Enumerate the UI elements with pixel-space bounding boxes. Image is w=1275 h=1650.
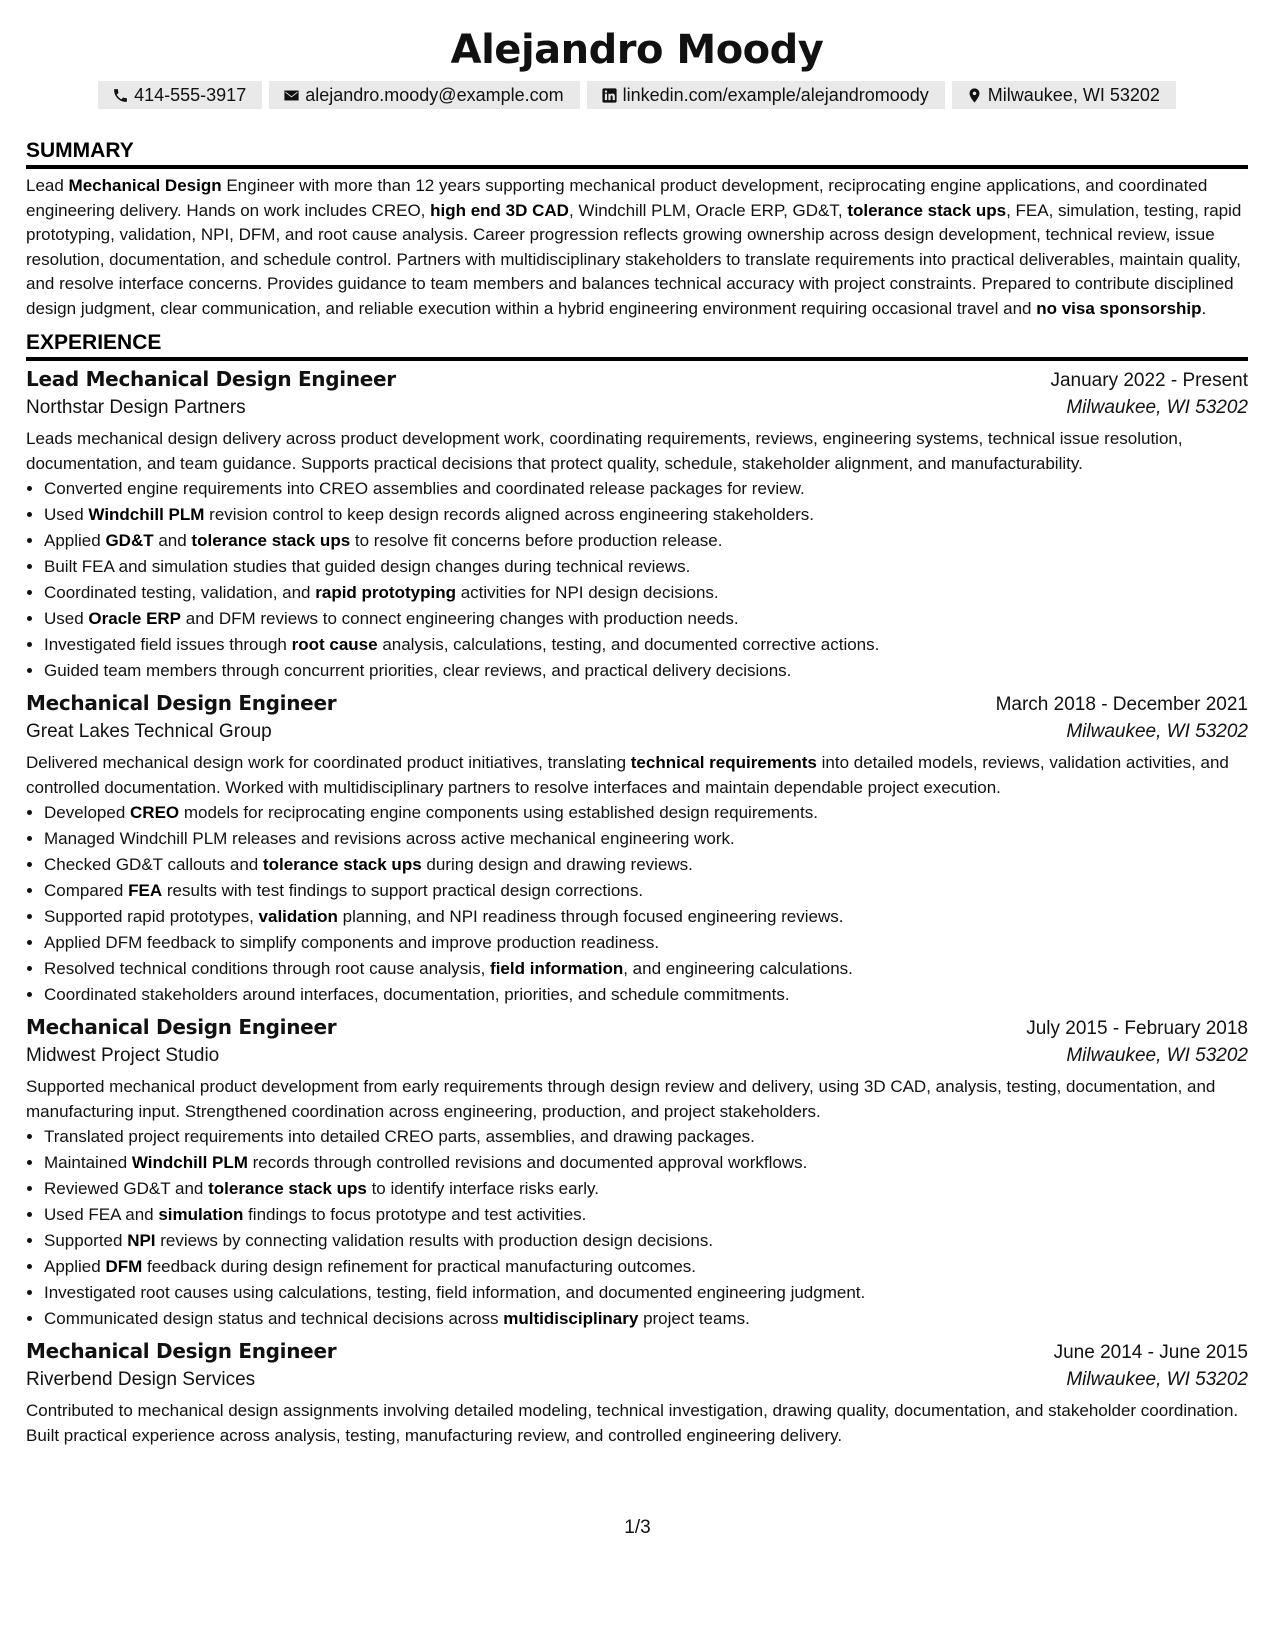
bullet-item: • Investigated field issues through root cause analysis, calculations, testing, and documented corrective actions.	[44, 632, 1248, 658]
job-entry	[26, 691, 1248, 1008]
emphasis-text: Windchill PLM	[131, 1153, 248, 1172]
emphasis-text: tolerance stack ups	[191, 531, 351, 550]
bullet-item: • Used Oracle ERP and DFM reviews to connect engineering changes with production needs.	[44, 606, 1248, 632]
emphasis-text: GD&T	[105, 531, 154, 550]
contact-linkedin[interactable]	[587, 81, 945, 109]
job-entry	[26, 1015, 1248, 1332]
contact-email-text: alejandro.moody@example.com	[305, 84, 564, 105]
bullet-item: • Checked GD&T callouts and tolerance stack ups during design and drawing reviews.	[44, 852, 1248, 878]
candidate-name: Alejandro Moody	[450, 27, 824, 73]
company-name: Riverbend Design Services	[26, 1369, 256, 1390]
job-location: Milwaukee, WI 53202	[1066, 397, 1248, 418]
company-name: Midwest Project Studio	[26, 1045, 220, 1066]
job-entry	[26, 1339, 1248, 1448]
phone-icon	[112, 87, 129, 104]
emphasis-text: Windchill PLM	[88, 505, 205, 524]
job-title: Lead Mechanical Design Engineer	[26, 367, 396, 391]
job-description: Contributed to mechanical design assignments involving detailed modeling, technical investigation, drawing quality, documentation, and stakeholder coordination. Built practical experience across analysis, testing, manufacturing review, and controlled engineering delivery.	[26, 1401, 1239, 1445]
contact-location	[952, 81, 1176, 109]
emphasis-text: simulation	[158, 1205, 244, 1224]
emphasis-text: field information	[490, 959, 624, 978]
emphasis-text: tolerance stack ups	[262, 855, 422, 874]
job-bullets	[26, 800, 1248, 1008]
company-name: Northstar Design Partners	[26, 397, 246, 418]
job-dates: March 2018 - December 2021	[995, 694, 1248, 715]
contact-bar	[26, 81, 1248, 109]
emphasis-text: technical requirements	[630, 753, 817, 772]
experience-heading: EXPERIENCE	[26, 331, 1248, 361]
job-bullets	[26, 1124, 1248, 1332]
emphasis-text: no visa sponsorship	[1036, 298, 1202, 318]
summary-heading: SUMMARY	[26, 139, 1248, 169]
job-bullets	[26, 476, 1248, 684]
emphasis-text: tolerance stack ups	[208, 1179, 367, 1198]
resume-page	[26, 0, 1248, 1448]
bullet-item: • Converted engine requirements into CREO assemblies and coordinated release packages for review.	[44, 476, 1248, 502]
contact-phone[interactable]	[98, 81, 262, 109]
job-title: Mechanical Design Engineer	[26, 691, 337, 715]
job-description: Leads mechanical design delivery across product development work, coordinating requirements, reviews, engineering systems, technical issue resolution, documentation, and team guidance. Supports practical decisions that protect quality, schedule, stakeholder alignment, and manufacturability.	[26, 429, 1183, 473]
emphasis-text: DFM	[105, 1257, 143, 1276]
job-dates: January 2022 - Present	[1050, 370, 1248, 391]
linkedin-icon	[601, 87, 618, 104]
job-description: Supported mechanical product development from early requirements through design review and delivery, using 3D CAD, analysis, testing, documentation, and manufacturing input. Strengthened coordination across engineering, production, and project stakeholders.	[26, 1077, 1216, 1121]
emphasis-text: validation	[258, 907, 338, 926]
contact-phone-text: 414-555-3917	[134, 84, 247, 105]
bullet-item: • Used Windchill PLM revision control to keep design records aligned across engineering stakeholders.	[44, 502, 1248, 528]
emphasis-text: multidisciplinary	[503, 1309, 639, 1328]
emphasis-text: tolerance stack ups	[847, 200, 1007, 220]
emphasis-text: Oracle ERP	[88, 609, 182, 628]
bullet-item: • Guided team members through concurrent priorities, clear reviews, and practical delivery decisions.	[44, 658, 1248, 684]
bullet-item: • Compared FEA results with test findings to support practical design corrections.	[44, 878, 1248, 904]
location-pin-icon	[966, 87, 983, 104]
bullet-item: • Maintained Windchill PLM records through controlled revisions and documented approval workflows.	[44, 1150, 1248, 1176]
bullet-item: • Applied DFM feedback to simplify components and improve production readiness.	[44, 930, 1248, 956]
job-dates: July 2015 - February 2018	[1026, 1018, 1248, 1039]
summary-text: Lead Mechanical Design Engineer with more than 12 years supporting mechanical product development, reciprocating engine applications, and coordinated engineering delivery. Hands on work includes CREO, high end 3D CAD, Windchill PLM, Oracle ERP, GD&T, tolerance stack ups, FEA, simulation, testing, rapid prototyping, validation, NPI, DFM, and root cause analysis. Career progression reflects growing ownership across design development, technical review, issue resolution, documentation, and schedule control. Partners with multidisciplinary stakeholders to translate requirements into practical deliverables, maintain quality, and resolve interface concerns. Provides guidance to team members and balances technical accuracy with project constraints. Prepared to contribute disciplined design judgment, clear communication, and reliable execution within a hybrid engineering environment requiring occasional travel and no visa sponsorship.	[26, 176, 1242, 318]
job-dates: June 2014 - June 2015	[1053, 1342, 1248, 1363]
emphasis-text: root cause	[291, 635, 378, 654]
job-title: Mechanical Design Engineer	[26, 1339, 337, 1363]
job-title: Mechanical Design Engineer	[26, 1015, 337, 1039]
bullet-item: • Used FEA and simulation findings to focus prototype and test activities.	[44, 1202, 1248, 1228]
bullet-item: • Built FEA and simulation studies that guided design changes during technical reviews.	[44, 554, 1248, 580]
bullet-item: • Managed Windchill PLM releases and revisions across active mechanical engineering work.	[44, 826, 1248, 852]
contact-location-text: Milwaukee, WI 53202	[987, 84, 1160, 105]
bullet-item: • Resolved technical conditions through root cause analysis, field information, and engineering calculations.	[44, 956, 1248, 982]
bullet-item: • Applied GD&T and tolerance stack ups to resolve fit concerns before production release.	[44, 528, 1248, 554]
bullet-item: • Communicated design status and technical decisions across multidisciplinary project teams.	[44, 1306, 1248, 1332]
contact-linkedin-text: linkedin.com/example/alejandromoody	[622, 84, 929, 105]
job-location: Milwaukee, WI 53202	[1066, 1045, 1248, 1066]
emphasis-text: rapid prototyping	[315, 583, 456, 602]
bullet-item: • Reviewed GD&T and tolerance stack ups to identify interface risks early.	[44, 1176, 1248, 1202]
job-location: Milwaukee, WI 53202	[1066, 1369, 1248, 1390]
email-icon	[283, 87, 300, 104]
job-entry	[26, 367, 1248, 684]
emphasis-text: high end 3D CAD	[430, 200, 569, 220]
bullet-item: • Coordinated testing, validation, and rapid prototyping activities for NPI design decisions.	[44, 580, 1248, 606]
emphasis-text: Mechanical Design	[68, 176, 222, 195]
job-location: Milwaukee, WI 53202	[1066, 721, 1248, 742]
bullet-item: • Translated project requirements into detailed CREO parts, assemblies, and drawing packages.	[44, 1124, 1248, 1150]
bullet-item: • Investigated root causes using calculations, testing, field information, and documented engineering judgment.	[44, 1280, 1248, 1306]
bullet-item: • Applied DFM feedback during design refinement for practical manufacturing outcomes.	[44, 1254, 1248, 1280]
bullet-item: • Coordinated stakeholders around interfaces, documentation, priorities, and schedule commitments.	[44, 982, 1248, 1008]
bullet-item: • Developed CREO models for reciprocating engine components using established design requirements.	[44, 800, 1248, 826]
emphasis-text: FEA	[128, 881, 163, 900]
bullet-item: • Supported NPI reviews by connecting validation results with production design decisions.	[44, 1228, 1248, 1254]
experience-list	[26, 367, 1248, 1448]
contact-email[interactable]	[269, 81, 579, 109]
page-indicator: 1/3	[624, 1517, 651, 1538]
emphasis-text: NPI	[127, 1231, 156, 1250]
company-name: Great Lakes Technical Group	[26, 721, 272, 742]
emphasis-text: CREO	[130, 803, 180, 822]
bullet-item: • Supported rapid prototypes, validation planning, and NPI readiness through focused engineering reviews.	[44, 904, 1248, 930]
job-description: Delivered mechanical design work for coordinated product initiatives, translating technical requirements into detailed models, reviews, validation activities, and controlled documentation. Worked with multidisciplinary partners to resolve interfaces and maintain dependable project execution.	[26, 753, 1229, 797]
